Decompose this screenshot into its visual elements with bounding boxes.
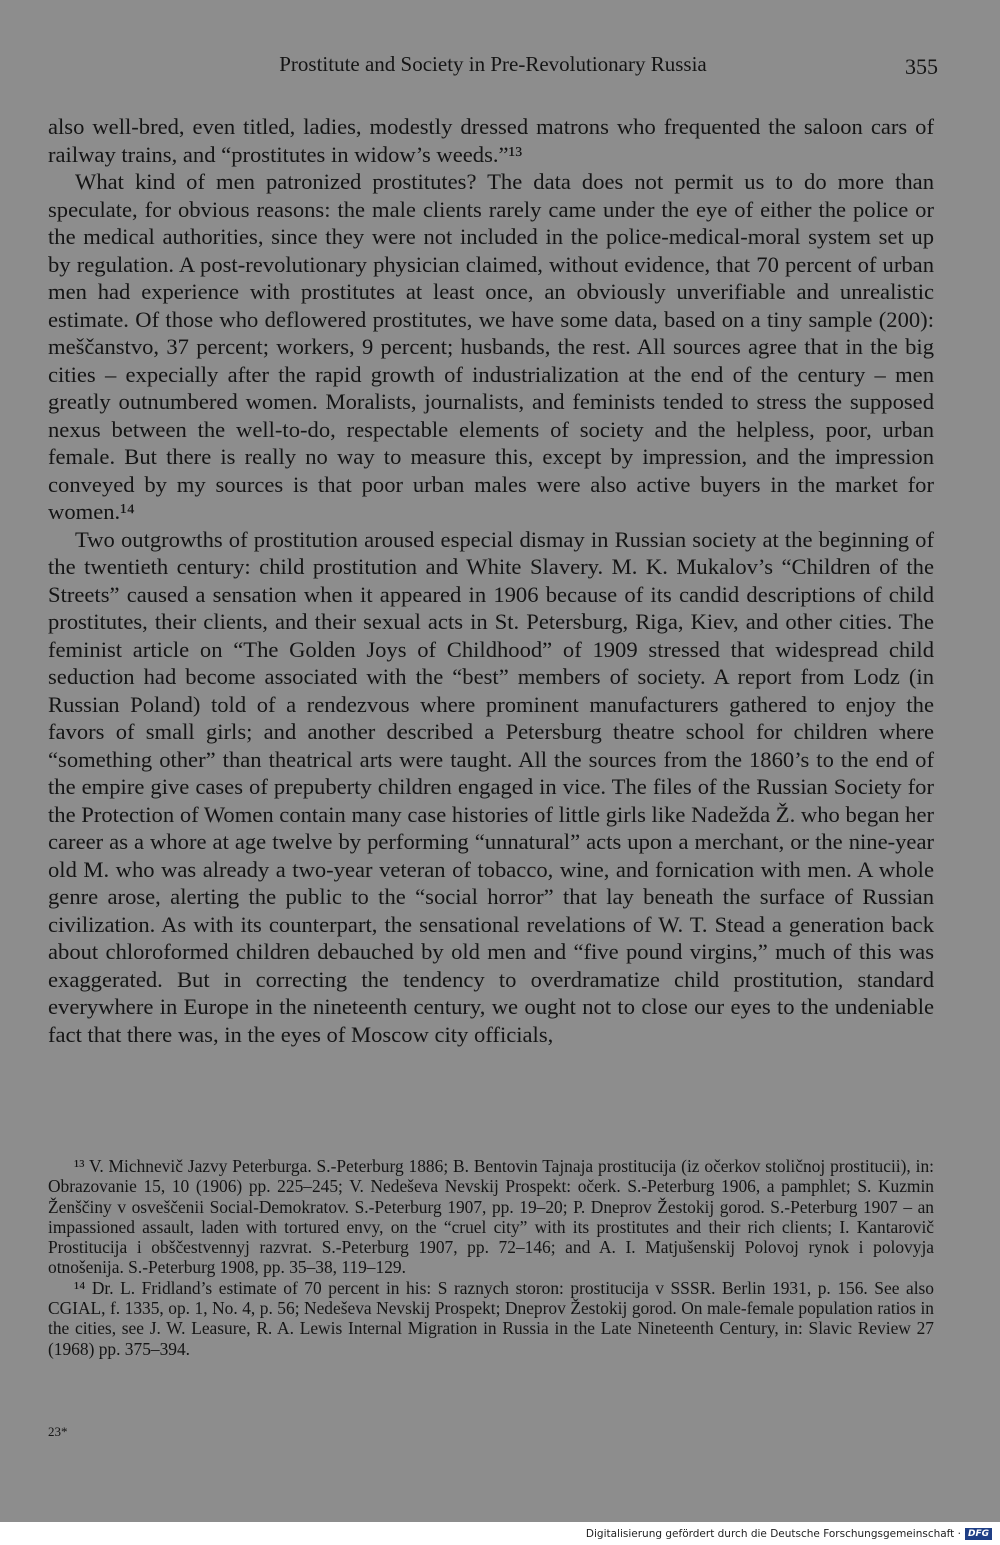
paragraph-1: also well-bred, even titled, ladies, modestly dressed matrons who frequented the saloon cars of railway trains, and “prostitutes in widow’s weeds.”¹³ xyxy=(48,114,934,167)
page-number: 355 xyxy=(905,54,938,79)
running-head xyxy=(48,52,938,84)
footnote-14: ¹⁴ Dr. L. Fridland’s estimate of 70 percent in his: S raznych storon: prostitucija v SSSR. Berlin 1931, p. 156. See also CGIAL, f. 1335, op. 1, No. 4, p. 56; Nedeševa Nevskij Prospekt; Dneprov Žestokij gorod. On male-female population ratios in the cities, see J. W. Leasure, R. A. Lewis Internal Migration in Russia in the Late Nineteenth Century, in: Slavic Review 27 (1968) pp. 375–394. xyxy=(48,1277,934,1359)
body-text xyxy=(48,113,934,1048)
dfg-logo: DFG xyxy=(965,1528,992,1540)
running-title: Prostitute and Society in Pre-Revolutionary Russia xyxy=(279,52,707,76)
credit-text: Digitalisierung gefördert durch die Deutsche Forschungsgemeinschaft · xyxy=(585,1528,961,1540)
digitization-credit xyxy=(586,1526,992,1542)
signature-mark: 23* xyxy=(48,1424,68,1439)
footnotes xyxy=(48,1156,934,1359)
paragraph-3: Two outgrowths of prostitution aroused especial dismay in Russian society at the beginning of the twentieth century: child prostitution and White Slavery. M. K. Mukalov’s “Children of the Streets” caused a sensation when it appeared in 1906 because of its candid descriptions of child prostitutes, their clients, and their sexual acts in St. Petersburg, Riga, Kiev, and other cities. The feminist article on “The Golden Joys of Childhood” of 1909 stressed that widespread child seduction had become associated with the “best” members of society. A report from Lodz (in Russian Poland) told of a rendezvous where prominent manufacturers gathered to enjoy the favors of small girls; and another described a Petersburg theatre school for children where “something other” than theatrical arts were taught. All the sources from the 1860’s to the end of the empire give cases of prepuberty children engaged in vice. The files of the Russian Society for the Protection of Women contain many case histories of little girls like Nadežda Ž. who began her career as a whore at age twelve by performing “unnatural” acts upon a merchant, or the nine-year old M. who was already a two-year veteran of tobacco, wine, and fornication with men. A whole genre arose, alerting the public to the “social horror” that lay beneath the surface of Russian civilization. As with its counterpart, the sensational revelations of W. T. Stead a generation back about chloroformed children debauched by old men and “five pound virgins,” much of this was exaggerated. But in correcting the tendency to overdramatize child prostitution, standard everywhere in Europe in the nineteenth century, we ought not to close our eyes to the undeniable fact that there was, in the eyes of Moscow city officials, xyxy=(48,526,934,1047)
footnote-13: ¹³ V. Michnevič Jazvy Peterburga. S.-Peterburg 1886; B. Bentovin Tajnaja prostitucija (iz očerkov stoličnoj prostitucii), in: Obrazovanie 15, 10 (1906) pp. 225–245; V. Nedeševa Nevskij Prospekt: očerk. S.-Peterburg 1906, a pamphlet; S. Kuzmin Ženščiny v osveščenii Social-Demokratov. S.-Peterburg 1907, pp. 19–20; P. Dneprov Žestokij gorod. S.-Peterburg 1907 – an impassioned assault, laden with tortured envy, on the “cruel city” with its prostitutes and their rich clients; I. Kantarovič Prostitucija i obščestvennyj razvrat. S.-Peterburg 1907, pp. 72–146; and A. I. Matjušenskij Polovoj rynok i polovyja otnošenija. S.-Peterburg 1908, pp. 35–38, 119–129. xyxy=(48,1156,934,1278)
paragraph-2: What kind of men patronized prostitutes? The data does not permit us to do more than speculate, for obvious reasons: the male clients rarely came under the eye of either the police or the medical authorities, since they were not included in the police-medical-moral system set up by regulation. A post-revolutionary physician claimed, without evidence, that 70 percent of urban men had experience with prostitutes at least once, an obviously unverifiable and unrealistic estimate. Of those who deflowered prostitutes, we have some data, based on a tiny sample (200): meščanstvo, 37 percent; workers, 9 percent; husbands, the rest. All sources agree that in the big cities – expecially after the rapid growth of industrialization at the end of the century – men greatly outnumbered women. Moralists, journalists, and feminists tended to stress the supposed nexus between the well-to-do, respectable elements of society and the helpless, poor, urban female. But there is really no way to measure this, except by impression, and the impression conveyed by my sources is that poor urban males were also active buyers in the market for women.¹⁴ xyxy=(48,169,934,524)
